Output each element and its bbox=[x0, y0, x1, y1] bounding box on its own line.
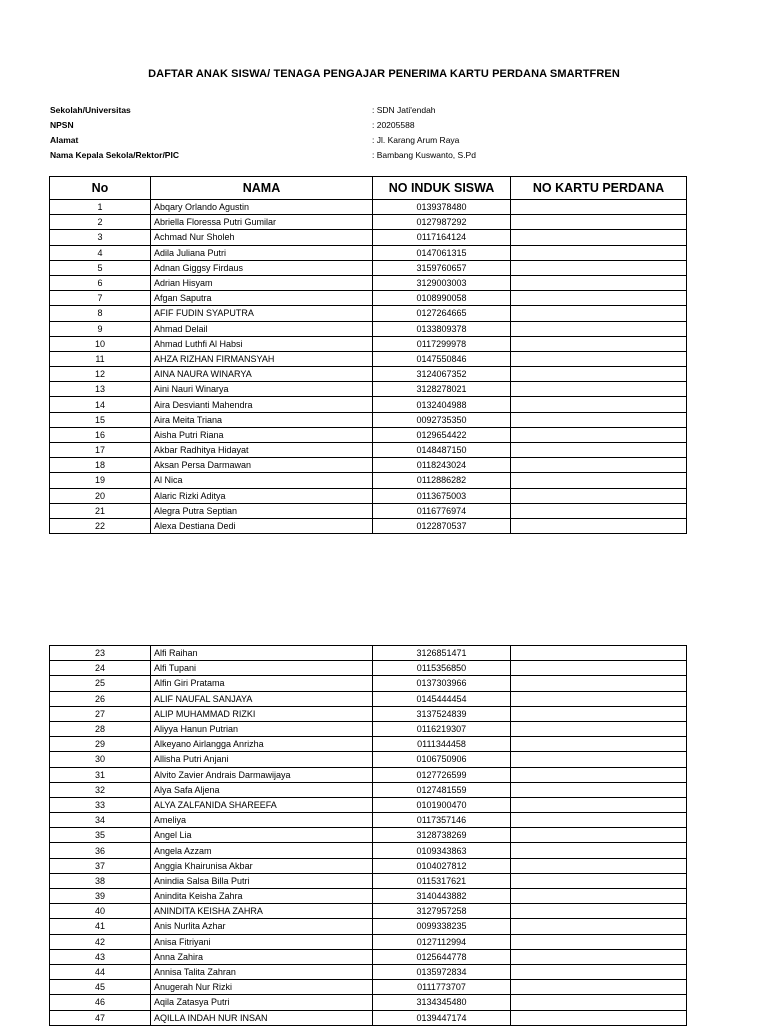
info-label-address: Alamat bbox=[50, 135, 79, 145]
card-number bbox=[511, 980, 687, 995]
card-number bbox=[511, 443, 687, 458]
table-row bbox=[50, 661, 687, 676]
table-row bbox=[50, 458, 687, 473]
student-id: 0092735350 bbox=[373, 412, 511, 427]
row-number: 39 bbox=[50, 889, 151, 904]
table-row bbox=[50, 351, 687, 366]
row-number: 20 bbox=[50, 488, 151, 503]
row-number: 25 bbox=[50, 676, 151, 691]
table-row bbox=[50, 782, 687, 797]
student-id: 0116219307 bbox=[373, 721, 511, 736]
row-number: 7 bbox=[50, 291, 151, 306]
row-number: 26 bbox=[50, 691, 151, 706]
student-table-page-2 bbox=[49, 645, 687, 1026]
student-name: Anna Zahira bbox=[151, 949, 373, 964]
student-name: ANINDITA KEISHA ZAHRA bbox=[151, 904, 373, 919]
student-name: Aira Meita Triana bbox=[151, 412, 373, 427]
info-label-principal: Nama Kepala Sekola/Rektor/PIC bbox=[50, 150, 179, 160]
header-student-id: NO INDUK SISWA bbox=[373, 177, 511, 200]
table-row bbox=[50, 949, 687, 964]
table-row bbox=[50, 321, 687, 336]
table-row bbox=[50, 691, 687, 706]
table-body-1 bbox=[50, 200, 687, 534]
card-number bbox=[511, 676, 687, 691]
student-name: Anis Nurlita Azhar bbox=[151, 919, 373, 934]
row-number: 31 bbox=[50, 767, 151, 782]
table-row bbox=[50, 904, 687, 919]
row-number: 4 bbox=[50, 245, 151, 260]
info-value-npsn: : 20205588 bbox=[372, 120, 415, 130]
card-number bbox=[511, 813, 687, 828]
student-id: 0106750906 bbox=[373, 752, 511, 767]
row-number: 11 bbox=[50, 351, 151, 366]
table-row bbox=[50, 1010, 687, 1025]
student-id: 0127481559 bbox=[373, 782, 511, 797]
table-row bbox=[50, 873, 687, 888]
card-number bbox=[511, 661, 687, 676]
student-name: Angel Lia bbox=[151, 828, 373, 843]
student-id: 0115356850 bbox=[373, 661, 511, 676]
info-value-address: : Jl. Karang Arum Raya bbox=[372, 135, 460, 145]
row-number: 29 bbox=[50, 737, 151, 752]
card-number bbox=[511, 260, 687, 275]
table-row bbox=[50, 964, 687, 979]
student-id: 3128738269 bbox=[373, 828, 511, 843]
card-number bbox=[511, 275, 687, 290]
table-row bbox=[50, 503, 687, 518]
table-row bbox=[50, 443, 687, 458]
student-name: Anindia Salsa Billa Putri bbox=[151, 873, 373, 888]
card-number bbox=[511, 291, 687, 306]
student-id: 0118243024 bbox=[373, 458, 511, 473]
card-number bbox=[511, 382, 687, 397]
student-id: 3129003003 bbox=[373, 275, 511, 290]
student-name: Alegra Putra Septian bbox=[151, 503, 373, 518]
card-number bbox=[511, 321, 687, 336]
student-name: Alkeyano Airlangga Anrizha bbox=[151, 737, 373, 752]
table-row bbox=[50, 306, 687, 321]
info-label-school: Sekolah/Universitas bbox=[50, 105, 131, 115]
table-row bbox=[50, 215, 687, 230]
table-row bbox=[50, 427, 687, 442]
student-id: 0139378480 bbox=[373, 200, 511, 215]
table-row bbox=[50, 706, 687, 721]
card-number bbox=[511, 1010, 687, 1025]
card-number bbox=[511, 843, 687, 858]
table-row bbox=[50, 797, 687, 812]
student-id: 0127987292 bbox=[373, 215, 511, 230]
student-id: 0147061315 bbox=[373, 245, 511, 260]
card-number bbox=[511, 873, 687, 888]
info-value-school: : SDN Jati'endah bbox=[372, 105, 436, 115]
student-name: Anindita Keisha Zahra bbox=[151, 889, 373, 904]
table-row bbox=[50, 980, 687, 995]
card-number bbox=[511, 995, 687, 1010]
row-number: 3 bbox=[50, 230, 151, 245]
table-row bbox=[50, 336, 687, 351]
row-number: 28 bbox=[50, 721, 151, 736]
card-number bbox=[511, 889, 687, 904]
student-id: 0122870537 bbox=[373, 518, 511, 533]
table-row bbox=[50, 473, 687, 488]
student-id: 3124067352 bbox=[373, 367, 511, 382]
student-id: 3134345480 bbox=[373, 995, 511, 1010]
student-id: 0111344458 bbox=[373, 737, 511, 752]
student-id: 0113675003 bbox=[373, 488, 511, 503]
row-number: 36 bbox=[50, 843, 151, 858]
student-name: Ameliya bbox=[151, 813, 373, 828]
table-body-2 bbox=[50, 646, 687, 1026]
document-title: DAFTAR ANAK SISWA/ TENAGA PENGAJAR PENERIMA KARTU PERDANA SMARTFREN bbox=[148, 68, 620, 80]
student-id: 0116776974 bbox=[373, 503, 511, 518]
row-number: 22 bbox=[50, 518, 151, 533]
table-row bbox=[50, 200, 687, 215]
table-row bbox=[50, 813, 687, 828]
student-name: Aira Desvianti Mahendra bbox=[151, 397, 373, 412]
card-number bbox=[511, 412, 687, 427]
student-id: 0127112994 bbox=[373, 934, 511, 949]
student-name: Alfi Raihan bbox=[151, 646, 373, 661]
info-label-npsn: NPSN bbox=[50, 120, 74, 130]
table-row bbox=[50, 488, 687, 503]
card-number bbox=[511, 752, 687, 767]
student-id: 0115317621 bbox=[373, 873, 511, 888]
row-number: 18 bbox=[50, 458, 151, 473]
card-number bbox=[511, 706, 687, 721]
student-id: 0139447174 bbox=[373, 1010, 511, 1025]
student-id: 0145444454 bbox=[373, 691, 511, 706]
student-id: 0127264665 bbox=[373, 306, 511, 321]
student-name: Abqary Orlando Agustin bbox=[151, 200, 373, 215]
student-id: 0129654422 bbox=[373, 427, 511, 442]
student-name: Adrian Hisyam bbox=[151, 275, 373, 290]
row-number: 19 bbox=[50, 473, 151, 488]
student-id: 0137303966 bbox=[373, 676, 511, 691]
student-id: 0111773707 bbox=[373, 980, 511, 995]
student-name: Ahmad Luthfi Al Habsi bbox=[151, 336, 373, 351]
row-number: 30 bbox=[50, 752, 151, 767]
student-name: ALIP MUHAMMAD RIZKI bbox=[151, 706, 373, 721]
table-row bbox=[50, 260, 687, 275]
table-row bbox=[50, 245, 687, 260]
card-number bbox=[511, 351, 687, 366]
student-name: Afgan Saputra bbox=[151, 291, 373, 306]
student-name: Aisha Putri Riana bbox=[151, 427, 373, 442]
table-header-row bbox=[50, 177, 687, 200]
student-id: 0117164124 bbox=[373, 230, 511, 245]
row-number: 24 bbox=[50, 661, 151, 676]
card-number bbox=[511, 646, 687, 661]
student-name: Alfi Tupani bbox=[151, 661, 373, 676]
table-row bbox=[50, 934, 687, 949]
card-number bbox=[511, 949, 687, 964]
card-number bbox=[511, 367, 687, 382]
student-name: AHZA RIZHAN FIRMANSYAH bbox=[151, 351, 373, 366]
student-name: Adila Juliana Putri bbox=[151, 245, 373, 260]
student-id: 0133809378 bbox=[373, 321, 511, 336]
student-id: 0101900470 bbox=[373, 797, 511, 812]
student-id: 0127726599 bbox=[373, 767, 511, 782]
student-name: Anugerah Nur Rizki bbox=[151, 980, 373, 995]
row-number: 41 bbox=[50, 919, 151, 934]
card-number bbox=[511, 306, 687, 321]
student-name: Annisa Talita Zahran bbox=[151, 964, 373, 979]
table-row bbox=[50, 412, 687, 427]
student-name: Akbar Radhitya Hidayat bbox=[151, 443, 373, 458]
table-row bbox=[50, 737, 687, 752]
student-name: Allisha Putri Anjani bbox=[151, 752, 373, 767]
row-number: 35 bbox=[50, 828, 151, 843]
card-number bbox=[511, 767, 687, 782]
student-id: 3140443882 bbox=[373, 889, 511, 904]
student-name: ALIF NAUFAL SANJAYA bbox=[151, 691, 373, 706]
student-name: Alexa Destiana Dedi bbox=[151, 518, 373, 533]
card-number bbox=[511, 797, 687, 812]
student-id: 0112886282 bbox=[373, 473, 511, 488]
row-number: 6 bbox=[50, 275, 151, 290]
table-row bbox=[50, 767, 687, 782]
card-number bbox=[511, 200, 687, 215]
row-number: 13 bbox=[50, 382, 151, 397]
student-id: 0109343863 bbox=[373, 843, 511, 858]
card-number bbox=[511, 336, 687, 351]
student-id: 0148487150 bbox=[373, 443, 511, 458]
student-name: Aliyya Hanun Putrian bbox=[151, 721, 373, 736]
student-id: 3126851471 bbox=[373, 646, 511, 661]
table-row bbox=[50, 843, 687, 858]
student-name: Alya Safa Aljena bbox=[151, 782, 373, 797]
table-row bbox=[50, 889, 687, 904]
row-number: 23 bbox=[50, 646, 151, 661]
student-id: 0135972834 bbox=[373, 964, 511, 979]
card-number bbox=[511, 721, 687, 736]
header-no: No bbox=[50, 177, 151, 200]
student-name: Alfin Giri Pratama bbox=[151, 676, 373, 691]
student-table-page-1 bbox=[49, 176, 687, 534]
student-name: Alaric Rizki Aditya bbox=[151, 488, 373, 503]
student-id: 0117357146 bbox=[373, 813, 511, 828]
row-number: 5 bbox=[50, 260, 151, 275]
info-value-principal: : Bambang Kuswanto, S.Pd bbox=[372, 150, 476, 160]
student-id: 3127957258 bbox=[373, 904, 511, 919]
table-row bbox=[50, 382, 687, 397]
table-row bbox=[50, 995, 687, 1010]
card-number bbox=[511, 427, 687, 442]
student-name: Angela Azzam bbox=[151, 843, 373, 858]
student-name: Anisa Fitriyani bbox=[151, 934, 373, 949]
table-row bbox=[50, 828, 687, 843]
card-number bbox=[511, 488, 687, 503]
header-card-number: NO KARTU PERDANA bbox=[511, 177, 687, 200]
table-row bbox=[50, 646, 687, 661]
row-number: 42 bbox=[50, 934, 151, 949]
card-number bbox=[511, 397, 687, 412]
student-name: Anggia Khairunisa Akbar bbox=[151, 858, 373, 873]
student-id: 3137524839 bbox=[373, 706, 511, 721]
card-number bbox=[511, 782, 687, 797]
row-number: 1 bbox=[50, 200, 151, 215]
card-number bbox=[511, 737, 687, 752]
table-row bbox=[50, 518, 687, 533]
row-number: 45 bbox=[50, 980, 151, 995]
row-number: 32 bbox=[50, 782, 151, 797]
row-number: 38 bbox=[50, 873, 151, 888]
student-name: Ahmad Delail bbox=[151, 321, 373, 336]
card-number bbox=[511, 458, 687, 473]
student-id: 0117299978 bbox=[373, 336, 511, 351]
table-row bbox=[50, 919, 687, 934]
table-row bbox=[50, 721, 687, 736]
student-name: ALYA ZALFANIDA SHAREEFA bbox=[151, 797, 373, 812]
row-number: 37 bbox=[50, 858, 151, 873]
student-id: 0108990058 bbox=[373, 291, 511, 306]
student-name: Aqila Zatasya Putri bbox=[151, 995, 373, 1010]
row-number: 8 bbox=[50, 306, 151, 321]
student-name: AQILLA INDAH NUR INSAN bbox=[151, 1010, 373, 1025]
table-row bbox=[50, 275, 687, 290]
card-number bbox=[511, 503, 687, 518]
table-row bbox=[50, 858, 687, 873]
row-number: 40 bbox=[50, 904, 151, 919]
card-number bbox=[511, 518, 687, 533]
row-number: 27 bbox=[50, 706, 151, 721]
card-number bbox=[511, 919, 687, 934]
row-number: 17 bbox=[50, 443, 151, 458]
student-id: 0099338235 bbox=[373, 919, 511, 934]
row-number: 9 bbox=[50, 321, 151, 336]
student-id: 3128278021 bbox=[373, 382, 511, 397]
table-row bbox=[50, 397, 687, 412]
row-number: 44 bbox=[50, 964, 151, 979]
student-name: Adnan Giggsy Firdaus bbox=[151, 260, 373, 275]
card-number bbox=[511, 473, 687, 488]
table-row bbox=[50, 676, 687, 691]
row-number: 2 bbox=[50, 215, 151, 230]
student-name: AINA NAURA WINARYA bbox=[151, 367, 373, 382]
row-number: 47 bbox=[50, 1010, 151, 1025]
table-row bbox=[50, 230, 687, 245]
student-name: Alvito Zavier Andrais Darmawijaya bbox=[151, 767, 373, 782]
row-number: 21 bbox=[50, 503, 151, 518]
card-number bbox=[511, 230, 687, 245]
student-name: Al Nica bbox=[151, 473, 373, 488]
student-id: 0104027812 bbox=[373, 858, 511, 873]
row-number: 14 bbox=[50, 397, 151, 412]
card-number bbox=[511, 245, 687, 260]
card-number bbox=[511, 904, 687, 919]
student-id: 0125644778 bbox=[373, 949, 511, 964]
card-number bbox=[511, 964, 687, 979]
header-name: NAMA bbox=[151, 177, 373, 200]
student-id: 0147550846 bbox=[373, 351, 511, 366]
student-name: Achmad Nur Sholeh bbox=[151, 230, 373, 245]
table-row bbox=[50, 752, 687, 767]
student-name: Abriella Floressa Putri Gumilar bbox=[151, 215, 373, 230]
student-name: AFIF FUDIN SYAPUTRA bbox=[151, 306, 373, 321]
card-number bbox=[511, 858, 687, 873]
student-name: Aksan Persa Darmawan bbox=[151, 458, 373, 473]
row-number: 12 bbox=[50, 367, 151, 382]
student-id: 0132404988 bbox=[373, 397, 511, 412]
row-number: 10 bbox=[50, 336, 151, 351]
student-name: Aini Nauri Winarya bbox=[151, 382, 373, 397]
table-row bbox=[50, 367, 687, 382]
table-row bbox=[50, 291, 687, 306]
card-number bbox=[511, 828, 687, 843]
row-number: 34 bbox=[50, 813, 151, 828]
row-number: 43 bbox=[50, 949, 151, 964]
row-number: 15 bbox=[50, 412, 151, 427]
row-number: 46 bbox=[50, 995, 151, 1010]
card-number bbox=[511, 215, 687, 230]
card-number bbox=[511, 691, 687, 706]
row-number: 16 bbox=[50, 427, 151, 442]
card-number bbox=[511, 934, 687, 949]
student-id: 3159760657 bbox=[373, 260, 511, 275]
row-number: 33 bbox=[50, 797, 151, 812]
